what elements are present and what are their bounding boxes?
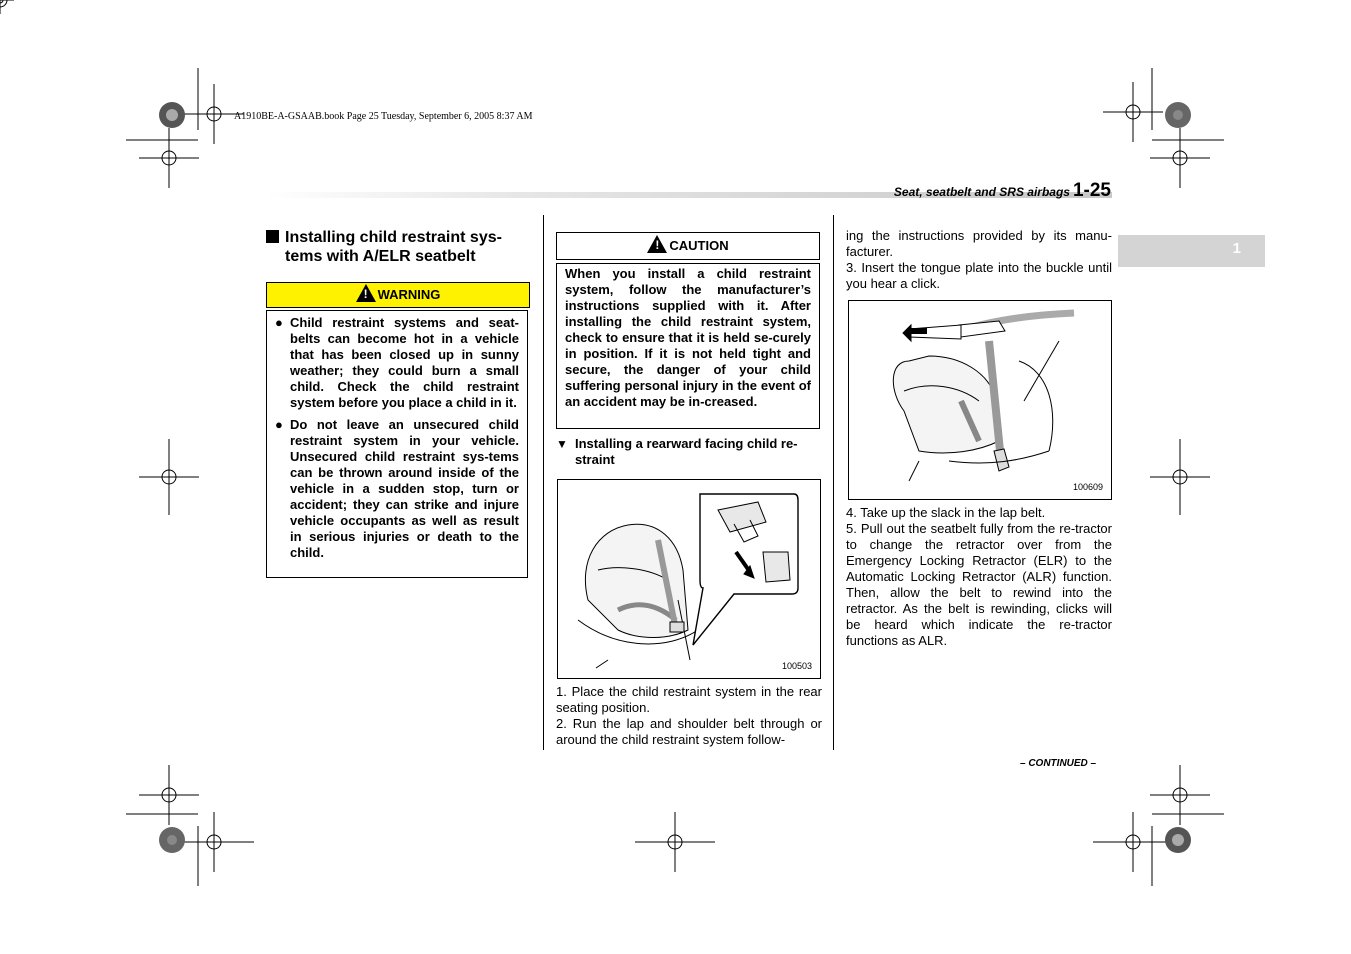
continued-note: – CONTINUED – bbox=[1020, 758, 1097, 769]
warning-label: WARNING bbox=[377, 287, 441, 302]
caution-label: CAUTION bbox=[669, 238, 729, 253]
step-text: 5. Pull out the seatbelt fully from the re-tractor to change the retractor over from the Emergency Locking Retractor (ELR) to the Automatic Locking Retractor (ALR) function. Then, allow the belt to rewind into the retractor. As the belt is rewinding, clicks will be heard which indicate the re-tractor functions as ALR. bbox=[846, 521, 1112, 648]
figure-rearward-child-seat bbox=[557, 479, 821, 679]
warning-box bbox=[266, 310, 528, 578]
warning-header bbox=[266, 282, 530, 308]
steps-column-3-bottom bbox=[846, 505, 1112, 649]
column-divider-right bbox=[833, 215, 834, 750]
steps-column-3-top bbox=[846, 228, 1112, 292]
step-text: 4. Take up the slack in the lap belt. bbox=[846, 505, 1046, 520]
figure-code: 100609 bbox=[1072, 482, 1103, 492]
column-divider-left bbox=[543, 215, 544, 750]
square-bullet-icon bbox=[266, 230, 279, 243]
print-header: A1910BE-A-GSAAB.book Page 25 Tuesday, September 6, 2005 8:37 AM bbox=[234, 111, 533, 122]
figure-code: 100503 bbox=[781, 661, 812, 671]
chapter-tab: 1 bbox=[1118, 235, 1265, 267]
steps-column-2 bbox=[556, 684, 822, 748]
warning-bullet: ● Child restraint systems and seat-belts can become hot in a vehicle that has been closed up in sunny weather; they could burn a small child. Check the child restraint system before you place a child in it. bbox=[275, 315, 519, 410]
page-header bbox=[894, 180, 1111, 202]
caution-header bbox=[556, 232, 820, 260]
step-text: 1. Place the child restraint system in the rear seating position. bbox=[556, 684, 822, 715]
subsection-heading: ▼ Installing a rearward facing child re-straint bbox=[556, 436, 798, 467]
warning-bullet: ● Do not leave an unsecured child restraint system in your vehicle. Unsecured child restraint sys-tems can be thrown around inside of the vehicle in a sudden stop, turn or accident; they can strike and injure vehicle occupants as well as result in serious injuries or death to the child. bbox=[275, 417, 519, 560]
step-text: 2. Run the lap and shoulder belt through or around the child restraint system follow- bbox=[556, 716, 822, 747]
page-number: 1-25 bbox=[1072, 180, 1111, 201]
page-section-title: Seat, seatbelt and SRS airbags bbox=[893, 185, 1070, 199]
child-seat-buckle-illustration bbox=[558, 480, 820, 678]
caution-triangle-icon bbox=[647, 235, 667, 253]
caution-box: When you install a child restraint system, follow the manufacturer’s instructions supplied with it. After installing the child restraint system, check to ensure that it is held se-curely in position. If it is not held tight and secure, the danger of your child suffering personal injury in the event of an accident may be in-creased. bbox=[556, 263, 820, 429]
warning-triangle-icon bbox=[356, 284, 376, 302]
buckle-insertion-illustration bbox=[849, 301, 1111, 499]
step-text: 3. Insert the tongue plate into the buckle until you hear a click. bbox=[846, 260, 1112, 291]
figure-buckle-insertion bbox=[848, 300, 1112, 500]
step-text: ing the instructions provided by its manu-facturer. bbox=[846, 228, 1112, 259]
section-title: Installing child restraint sys- tems with A/ELR seatbelt bbox=[266, 228, 530, 266]
